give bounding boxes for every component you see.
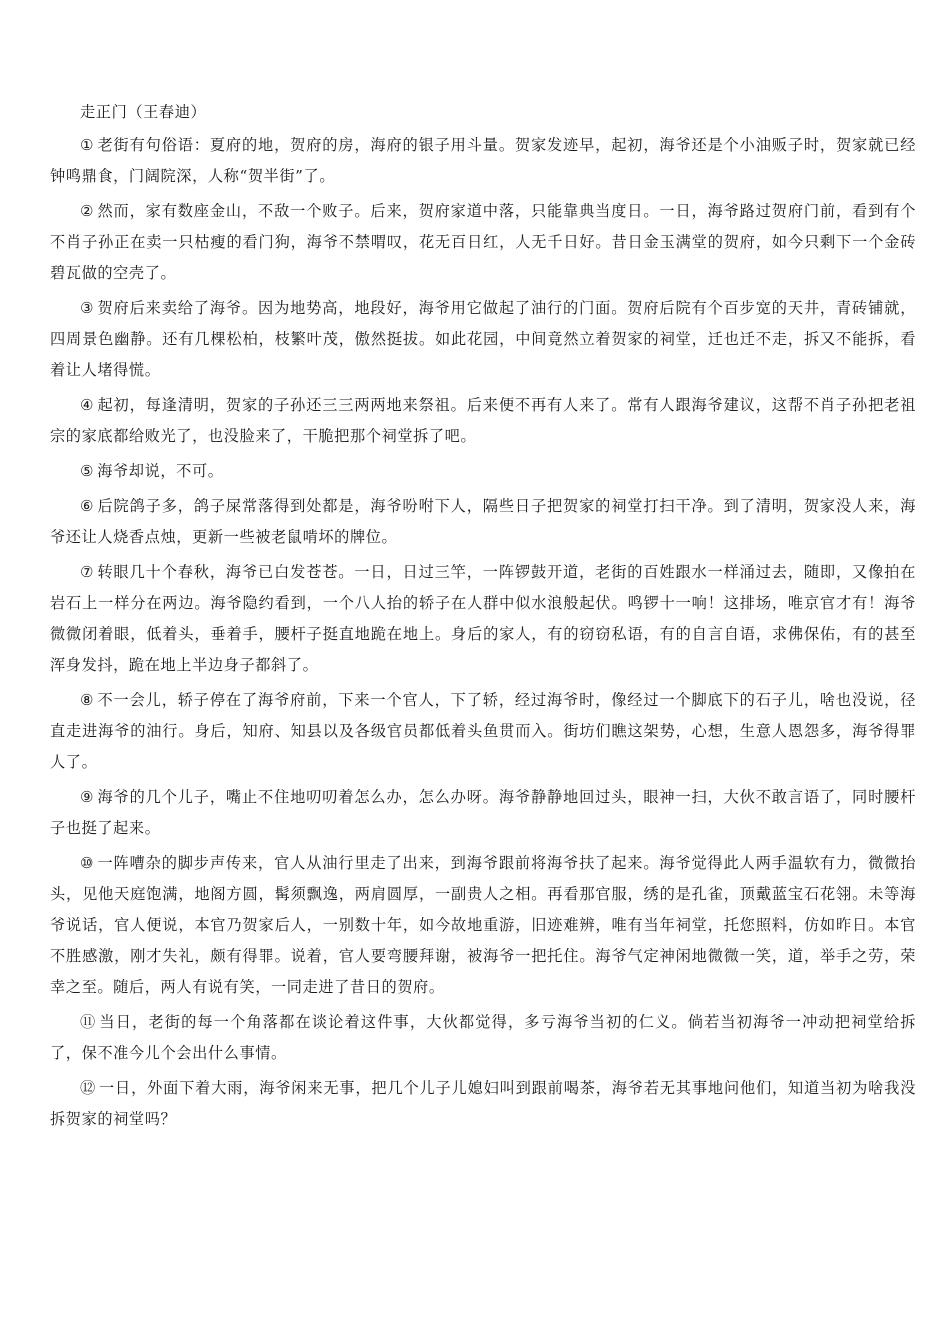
paragraph-1: [50, 130, 916, 192]
paragraph-number: ④: [80, 396, 95, 414]
paragraph-10: [50, 848, 916, 1003]
paragraph-4: [50, 390, 916, 452]
document-page: [50, 97, 916, 1139]
paragraph-number: ⑤: [80, 462, 95, 480]
paragraph-text: 一日，外面下着大雨，海爷闲来无事，把几个儿子儿媳妇叫到跟前喝茶，海爷若无其事地问他们，知道当初为啥我没拆贺家的祠堂吗？: [50, 1079, 916, 1128]
paragraph-number: ①: [80, 136, 95, 154]
paragraph-number: ⑩: [80, 854, 95, 872]
paragraph-7: [50, 557, 916, 681]
paragraph-text: 贺府后来卖给了海爷。因为地势高，地段好，海爷用它做起了油行的门面。贺府后院有个百步宽的天井，青砖铺就，四周景色幽静。还有几棵松柏，枝繁叶茂，傲然挺拔。如此花园，中间竟然立着贺家的祠堂，迁也迁不走，拆又不能拆，看着让人堵得慌。: [50, 299, 916, 379]
paragraph-text: 不一会儿，轿子停在了海爷府前，下来一个官人，下了轿，经过海爷时，像经过一个脚底下的石子儿，啥也没说，径直走进海爷的油行。身后，知府、知县以及各级官员都低着头鱼贯而入。街坊们瞧这架势，心想，生意人恩怨多，海爷得罪人了。: [50, 691, 916, 771]
paragraph-text: 当日，老街的每一个角落都在谈论着这件事，大伙都觉得，多亏海爷当初的仁义。倘若当初海爷一冲动把祠堂给拆了，保不准今儿个会出什么事情。: [50, 1013, 917, 1062]
paragraph-3: [50, 293, 916, 386]
paragraph-number: ⑧: [80, 691, 95, 709]
paragraph-number: ⑦: [80, 563, 95, 581]
article-title: 走正门（王春迪）: [80, 103, 207, 121]
paragraph-number: ②: [80, 202, 95, 220]
paragraph-text: 海爷却说，不可。: [97, 462, 224, 480]
paragraph-number: ⑫: [80, 1079, 97, 1097]
paragraph-8: [50, 685, 916, 778]
paragraph-text: 然而，家有数座金山，不敌一个败子。后来，贺府家道中落，只能靠典当度日。一日，海爷路过贺府门前，看到有个不肖子孙正在卖一只枯瘦的看门狗，海爷不禁喟叹，花无百日红，人无千日好。昔日金玉满堂的贺府，如今只剩下一个金砖碧瓦做的空壳了。: [50, 202, 916, 282]
paragraph-text: 后院鸽子多，鸽子屎常落得到处都是，海爷吩咐下人，隔些日子把贺家的祠堂打扫干净。到了清明，贺家没人来，海爷还让人烧香点烛，更新一些被老鼠啃坏的牌位。: [50, 497, 916, 546]
paragraph-text: 老街有句俗语：夏府的地，贺府的房，海府的银子用斗量。贺家发迹早，起初，海爷还是个小油贩子时，贺家就已经钟鸣鼎食，门阔院深，人称“贺半街”了。: [50, 136, 916, 185]
paragraph-number: ⑪: [80, 1013, 97, 1031]
paragraph-text: 起初，每逢清明，贺家的子孙还三三两两地来祭祖。后来便不再有人来了。常有人跟海爷建议，这帮不肖子孙把老祖宗的家底都给败光了，也没脸来了，干脆把那个祠堂拆了吧。: [50, 396, 916, 445]
paragraph-number: ⑨: [80, 788, 95, 806]
paragraph-9: [50, 782, 916, 844]
paragraph-6: [50, 491, 916, 553]
paragraph-text: 海爷的几个儿子，嘴止不住地叨叨着怎么办，怎么办呀。海爷静静地回过头，眼神一扫，大伙不敢言语了，同时腰杆子也挺了起来。: [50, 788, 916, 837]
paragraph-text: 转眼几十个春秋，海爷已白发苍苍。一日，日过三竿，一阵锣鼓开道，老街的百姓跟水一样涌过去，随即，又像拍在岩石上一样分在两边。海爷隐约看到，一个八人抬的轿子在人群中似水浪般起伏。鸣锣十一响！这排场，唯京官才有！海爷微微闭着眼，低着头，垂着手，腰杆子挺直地跪在地上。身后的家人，有的窃窃私语，有的自言自语，求佛保佑，有的甚至浑身发抖，跪在地上半边身子都斜了。: [50, 563, 916, 674]
paragraph-text: 一阵嘈杂的脚步声传来，官人从油行里走了出来，到海爷跟前将海爷扶了起来。海爷觉得此人两手温软有力，微微抬头，见他天庭饱满，地阁方圆，髯须飘逸，两肩圆厚，一副贵人之相。再看那官服，绣的是孔雀，顶戴蓝宝石花翎。未等海爷说话，官人便说，本官乃贺家后人，一别数十年，如今故地重游，旧迹难辨，唯有当年祠堂，托您照料，仿如昨日。本官不胜感激，刚才失礼，颇有得罪。说着，官人要弯腰拜谢，被海爷一把托住。海爷气定神闲地微微一笑，道，举手之劳，荣幸之至。随后，两人有说有笑，一同走进了昔日的贺府。: [50, 854, 916, 996]
paragraph-12: [50, 1073, 916, 1135]
paragraph-number: ⑥: [80, 497, 95, 515]
paragraph-5: [50, 456, 916, 487]
paragraph-11: [50, 1007, 916, 1069]
paragraph-2: [50, 196, 916, 289]
paragraph-number: ③: [80, 299, 95, 317]
